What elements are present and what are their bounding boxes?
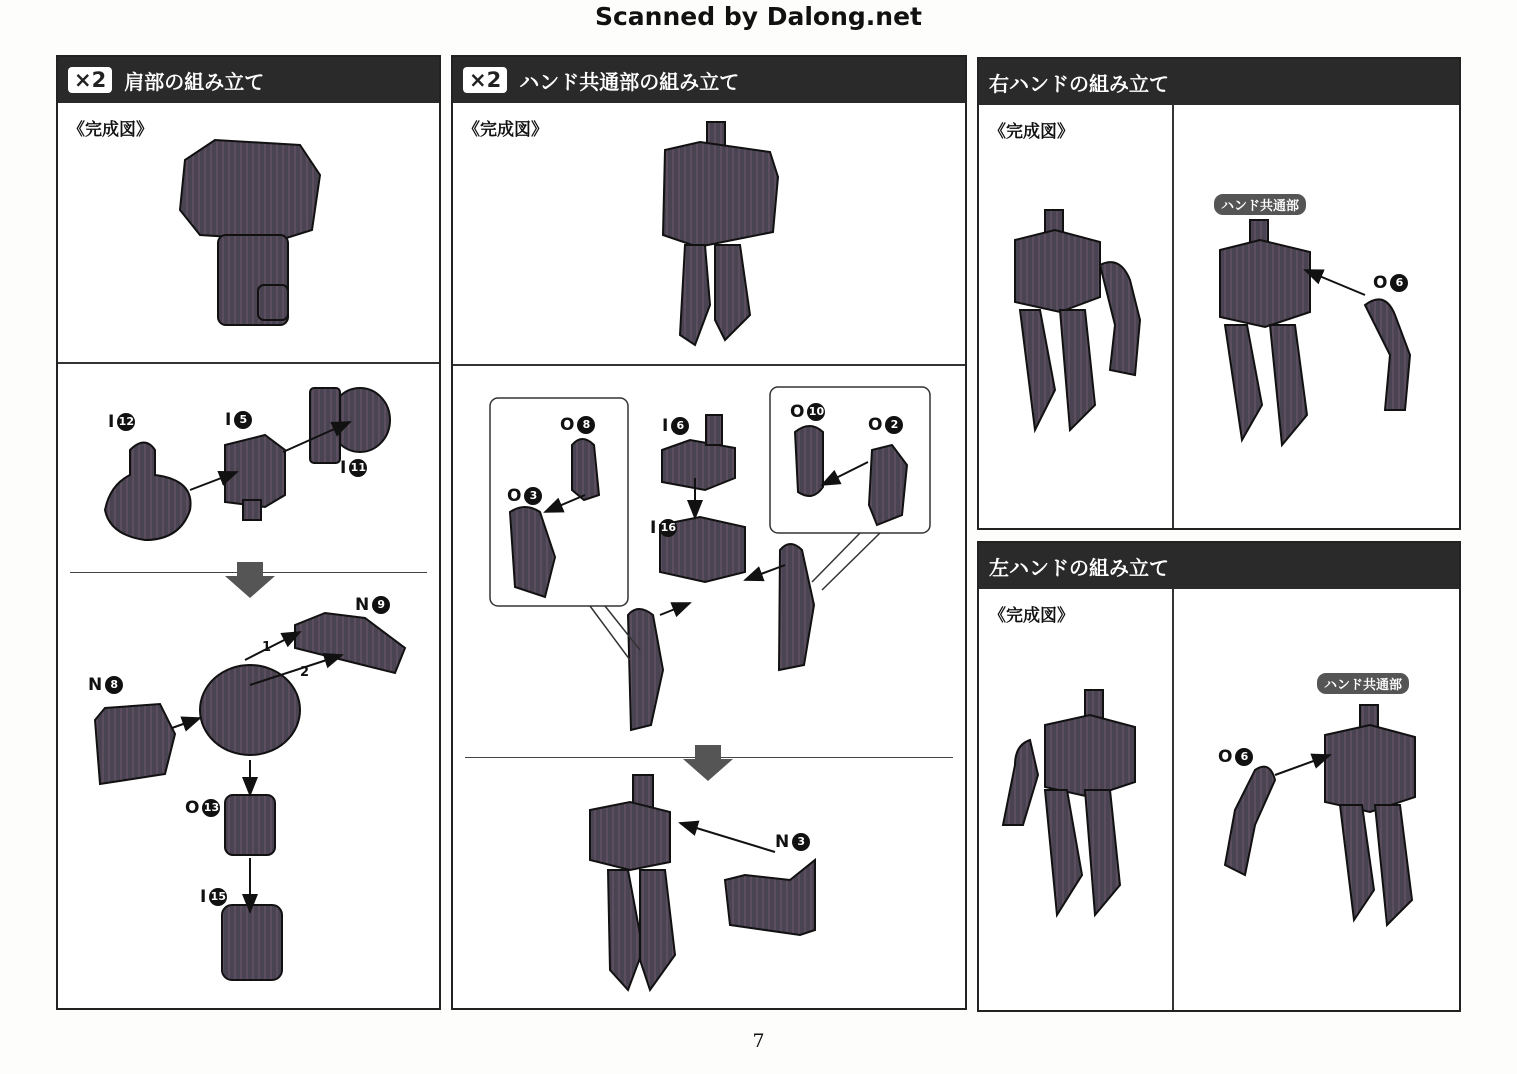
right-hand-step-figure: [1220, 220, 1410, 445]
part-o3: [510, 507, 555, 597]
part-i11-mount: [310, 388, 340, 463]
part-label-i12: I 12: [108, 412, 134, 432]
step-label-1: 1: [262, 640, 272, 655]
panel-title: 肩部の組み立て: [124, 69, 265, 94]
part-i5-peg: [243, 500, 261, 520]
panel-title: 右ハンドの組み立て: [989, 71, 1169, 96]
part-label-o2: O 2: [868, 415, 903, 435]
part-label-o3: O 3: [507, 486, 542, 506]
watermark: Scanned by Dalong.net: [594, 2, 922, 31]
finger-right: [779, 544, 814, 670]
hand-common-label: ハンド共通部: [1214, 194, 1306, 215]
part-i6-peg: [706, 415, 722, 445]
part-n3: [725, 860, 815, 935]
part-i6: [662, 440, 735, 490]
part-label-o8: O 8: [560, 415, 595, 435]
part-label-o13: O 13: [185, 798, 220, 818]
part-o13: [225, 795, 275, 855]
left-hand-step-figure: [1225, 705, 1415, 925]
part-i12: [105, 443, 191, 541]
part-label-i5: I 5: [225, 410, 252, 430]
panel-title: 左ハンドの組み立て: [989, 555, 1169, 580]
hand-common-completed-figure: [663, 122, 778, 345]
panel-title: ハンド共通部の組み立て: [519, 69, 740, 94]
hand-common-label: ハンド共通部: [1317, 673, 1409, 694]
part-label-i16: I 16: [650, 518, 676, 538]
part-o10: [795, 426, 823, 496]
quantity-badge: ×2: [68, 67, 112, 93]
part-o2: [869, 445, 907, 525]
step-label-2: 2: [300, 665, 310, 680]
part-label-i11: I 11: [340, 458, 366, 478]
part-label-n8: N 8: [88, 675, 123, 695]
shoulder-completed-figure: [180, 140, 320, 325]
quantity-badge: ×2: [463, 67, 507, 93]
completed-label: 《完成図》: [989, 606, 1074, 626]
completed-label: 《完成図》: [68, 120, 153, 140]
part-label-i6: I 6: [662, 416, 689, 436]
part-label-n9: N 9: [355, 595, 390, 615]
part-n8: [95, 704, 175, 784]
part-o8: [572, 439, 599, 500]
part-label-o10: O 10: [790, 402, 825, 422]
part-label-i15: I 15: [200, 887, 226, 907]
assembly-arrows: [172, 270, 1365, 912]
shoulder-body: [200, 665, 300, 755]
part-label-n3: N 3: [775, 832, 810, 852]
part-label-o6-right: O 6: [1373, 273, 1408, 293]
part-i5: [225, 435, 285, 507]
part-label-o6-left: O 6: [1218, 747, 1253, 767]
completed-label: 《完成図》: [989, 122, 1074, 142]
right-hand-completed-figure: [1015, 210, 1140, 430]
hand-common-step-figure: [590, 775, 675, 990]
completed-label: 《完成図》: [463, 120, 548, 140]
part-i15: [222, 905, 282, 980]
page-number: 7: [752, 1030, 765, 1052]
finger-left: [628, 609, 663, 730]
left-hand-completed-figure: [1003, 690, 1135, 915]
